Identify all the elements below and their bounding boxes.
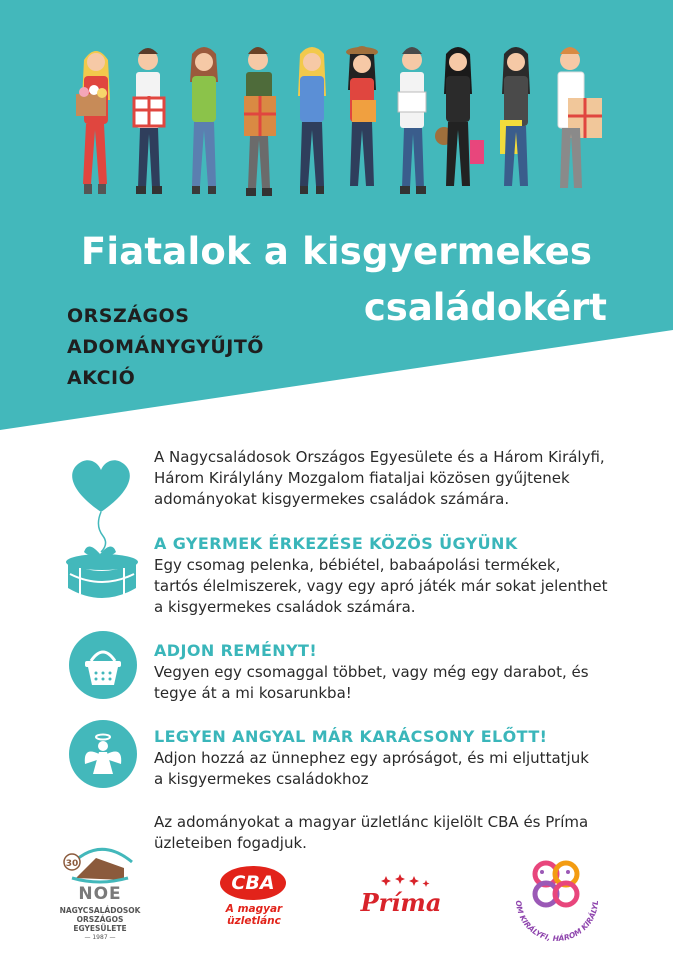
intro-paragraph [154, 447, 654, 510]
noe-line: ORSZÁGOS [76, 915, 124, 924]
section-arrival [154, 533, 654, 618]
closing-line: Az adományokat a magyar üzletlánc kijelölt CBA és Príma [154, 813, 589, 831]
cba-logo [214, 866, 294, 936]
angel-icon [69, 720, 137, 788]
section-line: a kisgyermekes családok számára. [154, 598, 416, 616]
subtitle-line-2: ADOMÁNYGYŰJTŐ [67, 336, 264, 358]
person-8 [435, 47, 484, 186]
noe-logo [40, 838, 160, 950]
section-heading: LEGYEN ANGYAL MÁR KARÁCSONY ELŐTT! [154, 727, 548, 746]
intro-line: Három Királylány Mozgalom fiataljai közösen gyűjtenek [154, 469, 570, 487]
person-10 [558, 47, 602, 188]
hero-banner [0, 0, 673, 430]
cba-name: CBA [220, 866, 286, 900]
cba-tagline-line: A magyar [225, 903, 283, 915]
section-line: tartós élelmiszerek, vagy egy apró játék már sokat jelenthet [154, 577, 608, 595]
closing-line: üzleteiben fogadjuk. [154, 834, 307, 852]
hkhk-logo [502, 838, 612, 948]
person-9 [500, 47, 530, 186]
subtitle [67, 301, 264, 394]
noe-emblem [40, 838, 160, 888]
cba-tagline [214, 903, 294, 927]
heart-balloon-icon [64, 452, 138, 552]
intro-line: A Nagycsaládosok Országos Egyesülete és a Három Királyfi, [154, 448, 605, 466]
person-6 [346, 46, 378, 186]
noe-subtext [40, 906, 160, 942]
section-heading: A GYERMEK ÉRKEZÉSE KÖZÖS ÜGYÜNK [154, 534, 518, 553]
section-line: tegye át a mi kosarunkba! [154, 684, 352, 702]
svg-text:HÁROM KIRÁLYFI, HÁROM KIRÁLYLÁ [502, 838, 600, 943]
hkhk-text: OM KIRÁLYFI, HÁROM KIRÁLYL [513, 899, 601, 944]
subtitle-line-3: AKCIÓ [67, 367, 136, 389]
section-angel [154, 726, 654, 790]
person-7 [398, 47, 426, 194]
section-line: Egy csomag pelenka, bébiétel, babaápolási termékek, [154, 556, 561, 574]
noe-year: — 1987 — [84, 934, 116, 941]
section-line: Adjon hozzá az ünnephez egy apróságot, és mi eljuttatjuk [154, 749, 589, 767]
gift-box-icon [60, 540, 144, 602]
noe-name: NOE [78, 884, 122, 904]
cba-tagline-line: üzletlánc [227, 915, 281, 927]
illustration-young-people [60, 40, 620, 220]
section-line: a kisgyermekes családokhoz [154, 770, 369, 788]
noe-line: NAGYCSALÁDOSOK [59, 906, 141, 915]
noe-badge-text: 30 [65, 859, 79, 869]
basket-icon [69, 631, 137, 699]
person-1 [76, 51, 110, 194]
title-line-2: családokért [363, 286, 607, 329]
prima-name: Príma [360, 888, 442, 917]
section-hope [154, 640, 654, 704]
person-2 [134, 48, 164, 194]
title-line-1: Fiatalok a kisgyermekes [80, 230, 593, 273]
hkhk-emblem [502, 838, 612, 948]
subtitle-line-1: ORSZÁGOS [67, 305, 190, 327]
prima-logo [356, 872, 446, 924]
person-4 [244, 47, 276, 196]
noe-line: EGYESÜLETE [73, 924, 127, 933]
person-3 [190, 47, 218, 194]
person-5 [298, 47, 326, 194]
section-heading: ADJON REMÉNYT! [154, 641, 318, 660]
section-line: Vegyen egy csomaggal többet, vagy még egy darabot, és [154, 663, 589, 681]
intro-line: adományokat kisgyermekes családok számára. [154, 490, 510, 508]
